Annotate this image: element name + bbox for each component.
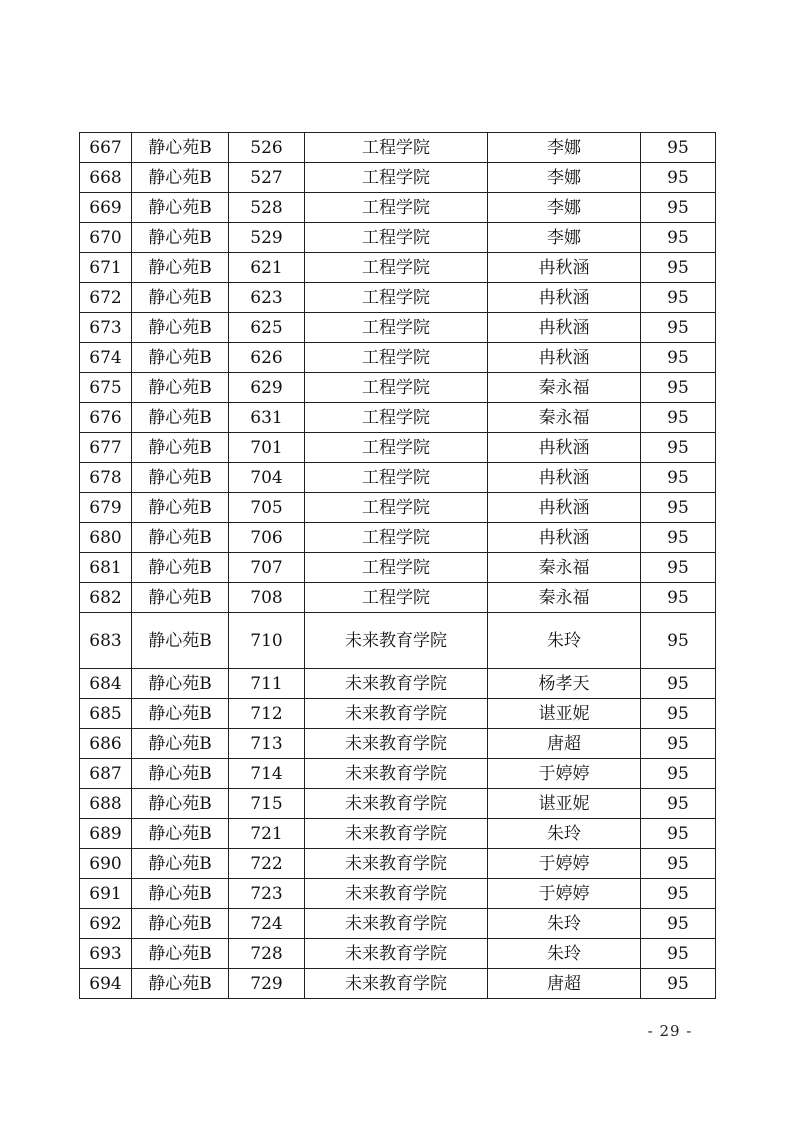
room-number-cell: 729 [229, 969, 305, 999]
building-cell: 静心苑B [132, 909, 229, 939]
table-row [80, 433, 716, 463]
college-cell: 工程学院 [305, 163, 488, 193]
building-cell: 静心苑B [132, 343, 229, 373]
table-row [80, 819, 716, 849]
score-cell: 95 [641, 759, 716, 789]
row-number-cell: 674 [80, 343, 132, 373]
inspector-name-cell: 杨孝天 [488, 669, 641, 699]
score-cell: 95 [641, 253, 716, 283]
row-number-cell: 678 [80, 463, 132, 493]
inspector-name-cell: 秦永福 [488, 553, 641, 583]
row-number-cell: 682 [80, 583, 132, 613]
room-number-cell: 528 [229, 193, 305, 223]
college-cell: 工程学院 [305, 553, 488, 583]
score-cell: 95 [641, 223, 716, 253]
row-number-cell: 680 [80, 523, 132, 553]
college-cell: 未来教育学院 [305, 879, 488, 909]
inspector-name-cell: 朱玲 [488, 819, 641, 849]
building-cell: 静心苑B [132, 253, 229, 283]
room-number-cell: 722 [229, 849, 305, 879]
row-number-cell: 668 [80, 163, 132, 193]
table-row [80, 909, 716, 939]
table-row [80, 613, 716, 669]
score-cell: 95 [641, 463, 716, 493]
table-row [80, 849, 716, 879]
row-number-cell: 685 [80, 699, 132, 729]
score-cell: 95 [641, 403, 716, 433]
college-cell: 工程学院 [305, 193, 488, 223]
room-number-cell: 713 [229, 729, 305, 759]
inspector-name-cell: 于婷婷 [488, 879, 641, 909]
room-number-cell: 526 [229, 133, 305, 163]
building-cell: 静心苑B [132, 699, 229, 729]
room-number-cell: 529 [229, 223, 305, 253]
inspector-name-cell: 谌亚妮 [488, 699, 641, 729]
table-row [80, 133, 716, 163]
college-cell: 未来教育学院 [305, 819, 488, 849]
building-cell: 静心苑B [132, 553, 229, 583]
college-cell: 工程学院 [305, 373, 488, 403]
college-cell: 未来教育学院 [305, 939, 488, 969]
college-cell: 工程学院 [305, 523, 488, 553]
table-row [80, 253, 716, 283]
score-cell: 95 [641, 729, 716, 759]
row-number-cell: 669 [80, 193, 132, 223]
inspector-name-cell: 唐超 [488, 729, 641, 759]
building-cell: 静心苑B [132, 223, 229, 253]
table-row [80, 343, 716, 373]
college-cell: 工程学院 [305, 343, 488, 373]
score-cell: 95 [641, 433, 716, 463]
college-cell: 工程学院 [305, 493, 488, 523]
score-cell: 95 [641, 699, 716, 729]
inspector-name-cell: 李娜 [488, 223, 641, 253]
college-cell: 未来教育学院 [305, 969, 488, 999]
row-number-cell: 677 [80, 433, 132, 463]
building-cell: 静心苑B [132, 193, 229, 223]
inspector-name-cell: 秦永福 [488, 403, 641, 433]
page-number: - 29 - [647, 1022, 693, 1040]
table-row [80, 223, 716, 253]
building-cell: 静心苑B [132, 163, 229, 193]
building-cell: 静心苑B [132, 879, 229, 909]
row-number-cell: 670 [80, 223, 132, 253]
row-number-cell: 692 [80, 909, 132, 939]
college-cell: 未来教育学院 [305, 699, 488, 729]
room-number-cell: 704 [229, 463, 305, 493]
building-cell: 静心苑B [132, 819, 229, 849]
table-row [80, 463, 716, 493]
room-number-cell: 626 [229, 343, 305, 373]
score-cell: 95 [641, 313, 716, 343]
row-number-cell: 693 [80, 939, 132, 969]
building-cell: 静心苑B [132, 313, 229, 343]
building-cell: 静心苑B [132, 613, 229, 669]
table-row [80, 493, 716, 523]
score-cell: 95 [641, 523, 716, 553]
inspector-name-cell: 冉秋涵 [488, 253, 641, 283]
room-number-cell: 706 [229, 523, 305, 553]
row-number-cell: 671 [80, 253, 132, 283]
table-row [80, 939, 716, 969]
inspector-name-cell: 冉秋涵 [488, 493, 641, 523]
room-number-cell: 707 [229, 553, 305, 583]
table-row [80, 879, 716, 909]
inspector-name-cell: 谌亚妮 [488, 789, 641, 819]
table-row [80, 193, 716, 223]
college-cell: 工程学院 [305, 283, 488, 313]
inspector-name-cell: 冉秋涵 [488, 283, 641, 313]
inspector-name-cell: 朱玲 [488, 613, 641, 669]
score-cell: 95 [641, 909, 716, 939]
college-cell: 未来教育学院 [305, 789, 488, 819]
row-number-cell: 689 [80, 819, 132, 849]
table-row [80, 553, 716, 583]
college-cell: 工程学院 [305, 463, 488, 493]
room-number-cell: 715 [229, 789, 305, 819]
score-cell: 95 [641, 193, 716, 223]
room-number-cell: 621 [229, 253, 305, 283]
score-cell: 95 [641, 583, 716, 613]
room-number-cell: 714 [229, 759, 305, 789]
building-cell: 静心苑B [132, 283, 229, 313]
building-cell: 静心苑B [132, 849, 229, 879]
inspector-name-cell: 于婷婷 [488, 759, 641, 789]
table-row [80, 669, 716, 699]
score-cell: 95 [641, 879, 716, 909]
building-cell: 静心苑B [132, 759, 229, 789]
table-row [80, 699, 716, 729]
row-number-cell: 676 [80, 403, 132, 433]
college-cell: 工程学院 [305, 133, 488, 163]
college-cell: 未来教育学院 [305, 909, 488, 939]
room-number-cell: 701 [229, 433, 305, 463]
row-number-cell: 683 [80, 613, 132, 669]
score-cell: 95 [641, 283, 716, 313]
building-cell: 静心苑B [132, 669, 229, 699]
college-cell: 未来教育学院 [305, 669, 488, 699]
score-cell: 95 [641, 133, 716, 163]
college-cell: 工程学院 [305, 313, 488, 343]
row-number-cell: 679 [80, 493, 132, 523]
row-number-cell: 687 [80, 759, 132, 789]
building-cell: 静心苑B [132, 433, 229, 463]
inspector-name-cell: 秦永福 [488, 583, 641, 613]
row-number-cell: 690 [80, 849, 132, 879]
room-number-cell: 629 [229, 373, 305, 403]
score-cell: 95 [641, 789, 716, 819]
row-number-cell: 675 [80, 373, 132, 403]
inspector-name-cell: 朱玲 [488, 939, 641, 969]
room-number-cell: 723 [229, 879, 305, 909]
table-row [80, 403, 716, 433]
row-number-cell: 667 [80, 133, 132, 163]
row-number-cell: 684 [80, 669, 132, 699]
college-cell: 工程学院 [305, 583, 488, 613]
building-cell: 静心苑B [132, 789, 229, 819]
row-number-cell: 691 [80, 879, 132, 909]
score-cell: 95 [641, 669, 716, 699]
building-cell: 静心苑B [132, 493, 229, 523]
inspector-name-cell: 冉秋涵 [488, 343, 641, 373]
college-cell: 未来教育学院 [305, 849, 488, 879]
room-number-cell: 728 [229, 939, 305, 969]
score-cell: 95 [641, 613, 716, 669]
building-cell: 静心苑B [132, 939, 229, 969]
building-cell: 静心苑B [132, 969, 229, 999]
row-number-cell: 673 [80, 313, 132, 343]
room-number-cell: 527 [229, 163, 305, 193]
room-number-cell: 721 [229, 819, 305, 849]
college-cell: 未来教育学院 [305, 759, 488, 789]
college-cell: 工程学院 [305, 403, 488, 433]
score-cell: 95 [641, 343, 716, 373]
college-cell: 未来教育学院 [305, 729, 488, 759]
row-number-cell: 681 [80, 553, 132, 583]
table-row [80, 283, 716, 313]
room-number-cell: 712 [229, 699, 305, 729]
building-cell: 静心苑B [132, 373, 229, 403]
row-number-cell: 672 [80, 283, 132, 313]
inspector-name-cell: 朱玲 [488, 909, 641, 939]
inspector-name-cell: 李娜 [488, 193, 641, 223]
building-cell: 静心苑B [132, 403, 229, 433]
building-cell: 静心苑B [132, 463, 229, 493]
inspector-name-cell: 冉秋涵 [488, 433, 641, 463]
room-number-cell: 710 [229, 613, 305, 669]
dormitory-score-table [79, 132, 716, 999]
building-cell: 静心苑B [132, 583, 229, 613]
room-number-cell: 705 [229, 493, 305, 523]
inspector-name-cell: 李娜 [488, 133, 641, 163]
table-row [80, 163, 716, 193]
room-number-cell: 623 [229, 283, 305, 313]
college-cell: 工程学院 [305, 223, 488, 253]
building-cell: 静心苑B [132, 729, 229, 759]
building-cell: 静心苑B [132, 523, 229, 553]
inspector-name-cell: 冉秋涵 [488, 523, 641, 553]
score-cell: 95 [641, 969, 716, 999]
table-body [80, 133, 716, 999]
college-cell: 工程学院 [305, 433, 488, 463]
room-number-cell: 625 [229, 313, 305, 343]
table-row [80, 789, 716, 819]
table-row [80, 969, 716, 999]
score-cell: 95 [641, 939, 716, 969]
score-cell: 95 [641, 849, 716, 879]
score-cell: 95 [641, 373, 716, 403]
score-cell: 95 [641, 819, 716, 849]
room-number-cell: 631 [229, 403, 305, 433]
row-number-cell: 688 [80, 789, 132, 819]
row-number-cell: 694 [80, 969, 132, 999]
score-cell: 95 [641, 163, 716, 193]
table-row [80, 313, 716, 343]
table-row [80, 759, 716, 789]
table-row [80, 523, 716, 553]
room-number-cell: 708 [229, 583, 305, 613]
room-number-cell: 724 [229, 909, 305, 939]
table-row [80, 373, 716, 403]
inspector-name-cell: 秦永福 [488, 373, 641, 403]
table-row [80, 583, 716, 613]
inspector-name-cell: 于婷婷 [488, 849, 641, 879]
inspector-name-cell: 冉秋涵 [488, 463, 641, 493]
score-cell: 95 [641, 493, 716, 523]
inspector-name-cell: 唐超 [488, 969, 641, 999]
college-cell: 工程学院 [305, 253, 488, 283]
score-cell: 95 [641, 553, 716, 583]
room-number-cell: 711 [229, 669, 305, 699]
inspector-name-cell: 冉秋涵 [488, 313, 641, 343]
building-cell: 静心苑B [132, 133, 229, 163]
inspector-name-cell: 李娜 [488, 163, 641, 193]
table-row [80, 729, 716, 759]
college-cell: 未来教育学院 [305, 613, 488, 669]
row-number-cell: 686 [80, 729, 132, 759]
